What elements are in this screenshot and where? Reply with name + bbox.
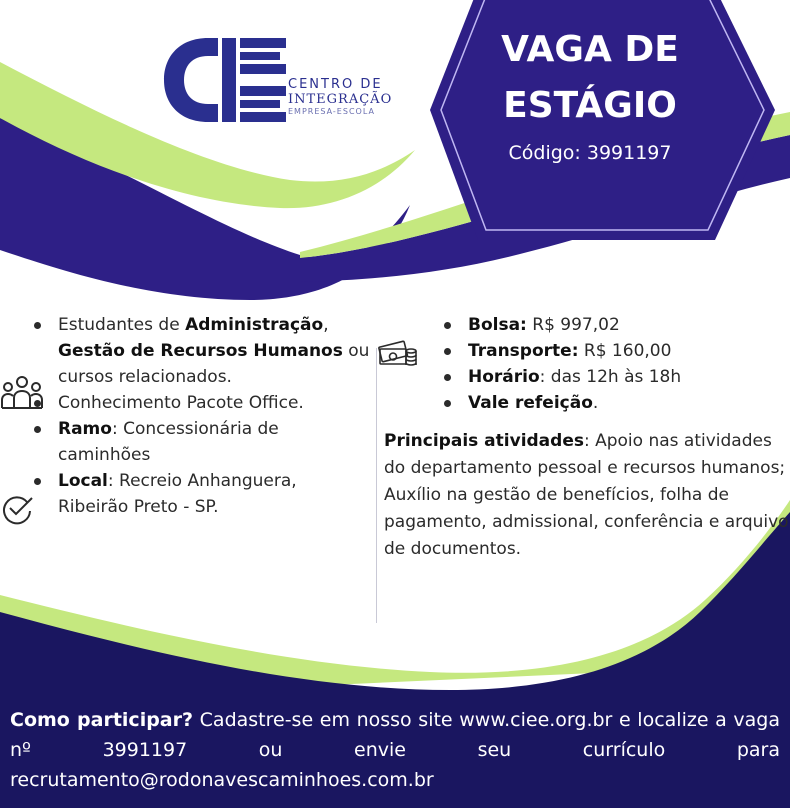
benefit-bolsa [384,312,790,338]
badge-title-line2: ESTÁGIO [503,85,677,126]
req1-sep: , [323,315,329,335]
local-value: : Recreio Anhanguera, Ribeirão Preto - SP. [58,471,297,517]
badge-code: Código: 3991197 [508,142,672,164]
local-label: Local [58,471,108,491]
benefit-transporte [384,338,790,364]
requirement-course [0,312,372,390]
ciee-logo [160,30,400,130]
transporte-label: Transporte: [468,341,579,361]
logo-line1: CENTRO DE [288,77,383,92]
footer-text: Cadastre-se em nosso site www.ciee.org.br e localize a vaga nº 3991197 ou envie seu currículo para recrutamento@rodonavescaminhoes.com.br [10,709,780,791]
ramo-label: Ramo [58,419,112,439]
benefit-horario [384,364,790,390]
badge-title-line1: VAGA DE [501,29,679,70]
transporte-value: R$ 160,00 [578,341,672,361]
bolsa-value: R$ 997,02 [526,315,620,335]
benefit-vale [384,390,790,416]
bolsa-label: Bolsa: [468,315,527,335]
ramo-value: : Concessionária de caminhões [58,419,279,465]
req1-bold2: Gestão de Recursos Humanos [58,341,343,361]
horario-label: Horário [468,367,540,387]
req2-text: Conhecimento Pacote Office. [58,393,304,413]
requirements-column [0,312,372,520]
logo-text [288,78,392,116]
req1-pre: Estudantes de [58,315,180,335]
vale-label: Vale refeição [468,393,593,413]
footer-question: Como participar? [10,709,194,731]
ciee-logo-mark [160,30,290,130]
info-ramo [0,416,372,468]
req1-bold1: Administração [185,315,324,335]
logo-line2: INTEGRAÇÃO [288,92,393,107]
logo-line3: EMPRESA-ESCOLA [288,107,375,116]
benefits-column [384,312,790,563]
requirement-office [0,390,372,416]
how-to-apply [10,705,780,795]
vale-end: . [592,393,599,413]
badge-text [460,22,720,164]
activities-label: Principais atividades [384,431,584,451]
req1-post: ou cursos relacionados. [58,341,370,387]
column-divider [376,348,377,623]
activities-text: : Apoio nas atividades do departamento pessoal e recursos humanos; Auxílio na gestão de benefícios, folha de pagamento, admissional, conferência e arquivo de documentos. [384,431,789,559]
horario-value: : das 12h às 18h [539,367,682,387]
info-local [0,468,372,520]
activities-paragraph [384,428,790,563]
